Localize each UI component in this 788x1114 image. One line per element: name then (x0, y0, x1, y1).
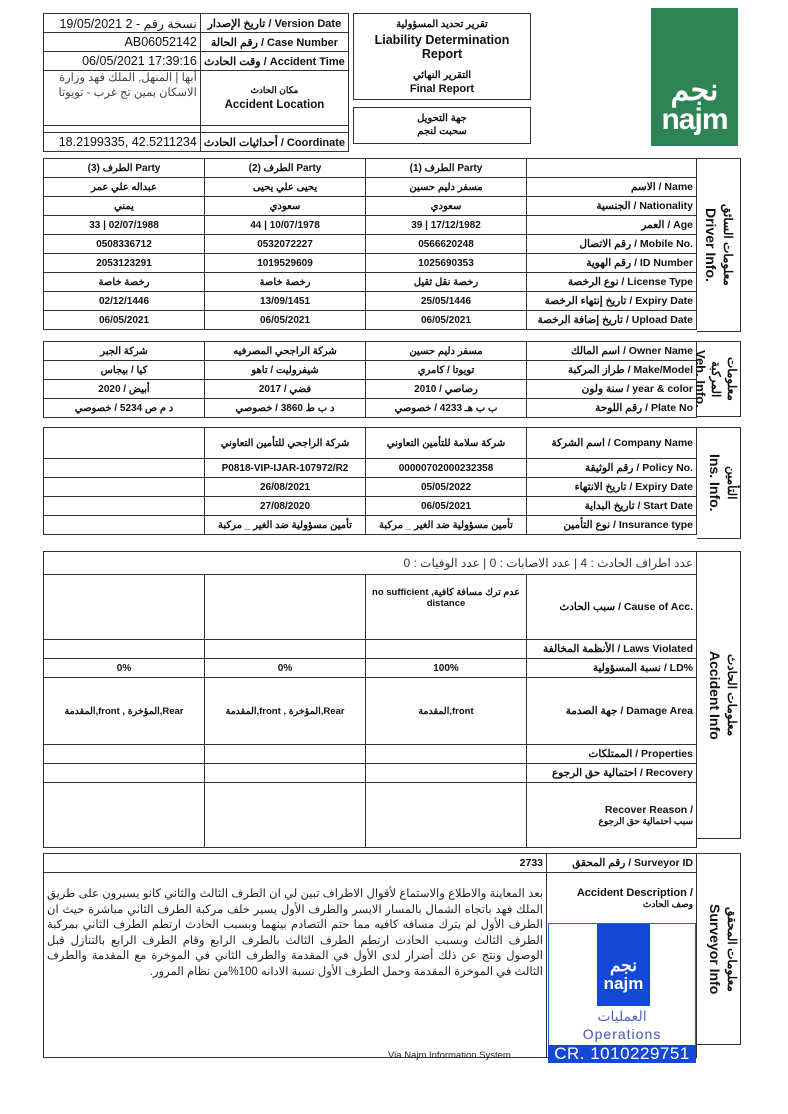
accident-row (44, 640, 697, 659)
party-1-value: 06/05/2021 (366, 311, 527, 330)
party-1-value: مسفر دليم حسين (366, 178, 527, 197)
party-1-header: الطرف (1) Party (366, 159, 527, 178)
accident-side-ar: معلومات الحادث (725, 653, 739, 737)
party-2-value (205, 783, 366, 848)
vehicle-row (44, 380, 697, 399)
report-final-ar: التقرير النهائي (412, 70, 472, 81)
party-2-value: 27/08/2020 (205, 497, 366, 516)
party-3-value: شركة الجبر (44, 342, 205, 361)
row-label: الممتلكات / Properties (527, 745, 697, 764)
accident-row (44, 764, 697, 783)
version-date-value: 19/05/2021 نسخة رقم - 2 (44, 14, 201, 33)
party-2-value: د ب ط 3860 / خصوصي (205, 399, 366, 418)
transfer-label: جهة التحويل (417, 113, 467, 124)
insurance-row (44, 428, 697, 459)
party-2-value: 13/09/1451 (205, 292, 366, 311)
party-1-value: سعودي (366, 197, 527, 216)
report-title-en: Liability Determination Report (374, 33, 510, 61)
party-1-value (366, 783, 527, 848)
stamp-operations-en: Operations (582, 1026, 662, 1042)
accident-rows (44, 575, 697, 848)
party-3-value: رخصة خاصة (44, 273, 205, 292)
party-1-value: 39 | 17/12/1982 (366, 216, 527, 235)
surveyor-id-value: 2733 (44, 854, 547, 873)
driver-info-side-label (697, 158, 741, 332)
party-1-value: 00000702000232358 (366, 459, 527, 478)
party-3-value: المقدمة,front , المؤخرة,Rear (44, 678, 205, 745)
party-3-value: 06/05/2021 (44, 311, 205, 330)
row-label: رقم الاتصال / Mobile No. (527, 235, 697, 254)
surveyor-side-ar: معلومات المحقق (725, 906, 739, 992)
surveyor-id-label: رقم المحقق / Surveyor ID (547, 854, 697, 873)
row-label: رقم الهوية / ID Number (527, 254, 697, 273)
row-label: سبب الحادث / Cause of Acc. (527, 575, 697, 640)
accident-time-label: وقت الحادث / Accident Time (200, 52, 348, 71)
party-3-value: د م ص 5234 / خصوصي (44, 399, 205, 418)
row-label: طراز المركبة / Make/Model (527, 361, 697, 380)
row-label: رقم الوثيقة / Policy No. (527, 459, 697, 478)
accident-side-en: Accident Info (707, 650, 723, 740)
accident-location-label (200, 71, 348, 126)
party-1-value: شركة سلامة للتأمين التعاوني (366, 428, 527, 459)
party-2-value: 06/05/2021 (205, 311, 366, 330)
party-1-value: عدم ترك مسافة كافية, no sufficient distance (366, 575, 527, 640)
party-1-value (366, 745, 527, 764)
vehicle-row (44, 399, 697, 418)
party-1-value: رصاصي / 2010 (366, 380, 527, 399)
party-1-value: مسفر دليم حسين (366, 342, 527, 361)
stamp-logo-ar: نجم (609, 956, 638, 975)
row-label-en: Recover Reason / (604, 803, 693, 816)
party-2-header: الطرف (2) Party (205, 159, 366, 178)
accident-row (44, 745, 697, 764)
vehicle-row (44, 342, 697, 361)
party-1-value: تأمين مسؤولية ضد الغير _ مركبة (366, 516, 527, 535)
party-3-value (44, 575, 205, 640)
party-3-value (44, 640, 205, 659)
insurance-row (44, 478, 697, 497)
row-label (527, 783, 697, 848)
accident-summary: عدد اطراف الحادث : 4 | عدد الاصابات : 0 | عدد الوفيات : 0 (44, 552, 697, 575)
party-3-header: الطرف (3) Party (44, 159, 205, 178)
driver-info-table (43, 158, 697, 330)
party-1-value: 25/05/1446 (366, 292, 527, 311)
row-label: نوع التأمين / Insurance type (527, 516, 697, 535)
driver-rows (44, 178, 697, 330)
row-label: الأنظمة المخالفة / Laws Violated (527, 640, 697, 659)
accident-location-value: أبها | المنهل, الملك فهد وزارة الاسكان يمين تج غرب - تويوتا (44, 71, 201, 126)
insurance-rows (44, 428, 697, 535)
accident-description-label-en: Accident Description / (576, 887, 693, 899)
party-2-value (205, 575, 366, 640)
driver-side-ar: معلومات السائق (721, 204, 735, 286)
header-row-location (44, 71, 349, 126)
party-2-value: P0818-VIP-IJAR-107972/R2 (205, 459, 366, 478)
driver-row (44, 197, 697, 216)
party-3-value: 33 | 02/07/1988 (44, 216, 205, 235)
accident-info-table (43, 551, 697, 848)
vehicle-info-side-label (693, 341, 741, 417)
stamp-logo-en: najm (603, 974, 644, 993)
accident-description-label-ar: وصف الحادث (642, 899, 693, 909)
row-label-ar: سبب احتمالية حق الرجوع (598, 815, 693, 826)
report-final-en: Final Report (409, 83, 475, 95)
party-3-value: عبداله علي عمر (44, 178, 205, 197)
surveyor-info-side-label (697, 853, 741, 1045)
row-label: رقم اللوحة / Plate No (527, 399, 697, 418)
party-3-value (44, 478, 205, 497)
accident-row (44, 659, 697, 678)
case-number-value: AB06052142 (44, 33, 201, 52)
party-3-value: 2053123291 (44, 254, 205, 273)
party-1-value (366, 640, 527, 659)
party-1-value: رخصة نقل ثقيل (366, 273, 527, 292)
driver-party-header-row (44, 159, 697, 178)
party-2-value: سعودي (205, 197, 366, 216)
driver-side-en: Driver Info. (703, 208, 719, 282)
party-3-value (44, 459, 205, 478)
header-row-case (44, 33, 349, 52)
accident-info-side-label (697, 551, 741, 839)
accident-location-label-en: Accident Location (224, 99, 325, 111)
party-1-value: 0566620248 (366, 235, 527, 254)
case-number-label: رقم الحالة / Case Number (200, 33, 348, 52)
party-3-value (44, 745, 205, 764)
row-label: تاريخ البداية / Start Date (527, 497, 697, 516)
party-3-value (44, 764, 205, 783)
operations-stamp (548, 923, 696, 1046)
party-2-value: 1019529609 (205, 254, 366, 273)
row-label: جهة الصدمة / Damage Area (527, 678, 697, 745)
footer-text: Via Najm Information System. (388, 1050, 514, 1061)
driver-row (44, 311, 697, 330)
vehicle-row (44, 361, 697, 380)
header-row-time (44, 52, 349, 71)
vehicle-info-table (43, 341, 697, 418)
party-2-value: شركة الراجحي المصرفيه (205, 342, 366, 361)
row-label: احتمالية حق الرجوع / Recovery (527, 764, 697, 783)
party-1-value: تويوتا / كامري (366, 361, 527, 380)
accident-location-label-ar: مكان الحادث (250, 85, 299, 95)
party-1-value: 05/05/2022 (366, 478, 527, 497)
vehicle-rows (44, 342, 697, 418)
party-3-value: 0508336712 (44, 235, 205, 254)
header-row-spacer (44, 126, 349, 133)
party-3-value: أبيض / 2020 (44, 380, 205, 399)
driver-row (44, 178, 697, 197)
party-2-value: فضي / 2017 (205, 380, 366, 399)
row-label: تاريخ إنتهاء الرخصة / Expiry Date (527, 292, 697, 311)
accident-description-text: بعد المعاينة والاطلاع والاستماع لأقوال الاطراف تبين لي ان الطرف الثالث والثاني كانو يسيرون على طريق الملك فهد باتجاه الشمال بالمسار الايسر والطرف الأول يسير خلف مركبة الطرف الثاني مباشرة حيث ان الطرف الأول لم يترك مسافه كافيه مما حتم التصادم بينهما وبسبب الحادث ارتطم الطرف الثاني بمركبة الطرف الثالث وبسبب الحادث ارتطم الطرف الثالث بالطرف الرابع وقام الطرف الرابع بالتنازل قبل الوصول ونتج عن ذلك أضرار لدى الأول في المقدمة والطرف الثاني في الموخرة مع المقدمة والطرف الثالث في الموخرة المقدمة وحمل الطرف الأول نسبة الادانه 100%من نظام المرور. (44, 873, 547, 1058)
insurance-info-table (43, 427, 697, 535)
header-info-table (43, 13, 349, 152)
coordinate-value: 18.2199335, 42.5211234 (44, 133, 201, 152)
header-row-version (44, 14, 349, 33)
party-2-value: 0% (205, 659, 366, 678)
party-3-value (44, 497, 205, 516)
party-1-value (366, 764, 527, 783)
row-label: تاريخ الانتهاء / Expiry Date (527, 478, 697, 497)
row-label: سنة ولون / year & color (527, 380, 697, 399)
party-2-value (205, 640, 366, 659)
row-label: نوع الرخصة / License Type (527, 273, 697, 292)
party-3-value (44, 783, 205, 848)
party-3-value (44, 428, 205, 459)
party-1-value: 1025690353 (366, 254, 527, 273)
party-2-value: 44 | 10/07/1978 (205, 216, 366, 235)
row-label: اسم الشركة / Company Name (527, 428, 697, 459)
driver-row (44, 254, 697, 273)
party-1-value: 100% (366, 659, 527, 678)
row-label: نسبة المسؤولية / LD% (527, 659, 697, 678)
empty-label-cell (527, 159, 697, 178)
accident-summary-row (44, 552, 697, 575)
vehicle-side-ar: معلومات المركبة (709, 357, 739, 401)
coordinate-label: أحداثيات الحادث / Coordinate (200, 133, 348, 152)
party-1-value: 06/05/2021 (366, 497, 527, 516)
driver-row (44, 292, 697, 311)
party-2-value: 0532072227 (205, 235, 366, 254)
party-2-value (205, 745, 366, 764)
surveyor-id-row (44, 854, 697, 873)
insurance-row (44, 516, 697, 535)
najm-logo (651, 8, 738, 146)
driver-row (44, 235, 697, 254)
insurance-info-side-label (697, 427, 741, 539)
spacer-cell (44, 126, 201, 133)
report-title-ar: تقرير تحديد المسؤولية (396, 19, 488, 30)
najm-logo-en: najm (661, 103, 728, 136)
party-3-value: كيا / بيجاس (44, 361, 205, 380)
najm-logo-ar: نجم (670, 74, 719, 107)
transfer-box (353, 107, 531, 144)
accident-row (44, 678, 697, 745)
accident-time-value: 06/05/2021 17:39:16 (44, 52, 201, 71)
version-date-label: تاريخ الإصدار / Version Date (200, 14, 348, 33)
party-2-value: تأمين مسؤولية ضد الغير _ مركبة (205, 516, 366, 535)
driver-row (44, 273, 697, 292)
party-2-value: شركة الراجحي للتأمين التعاوني (205, 428, 366, 459)
party-3-value: 0% (44, 659, 205, 678)
spacer-cell (200, 126, 348, 133)
party-3-value: 02/12/1446 (44, 292, 205, 311)
vehicle-side-en: Veh. Info. (693, 350, 708, 408)
insurance-side-en: Ins. Info. (707, 454, 723, 512)
party-2-value: شيفروليت / تاهو (205, 361, 366, 380)
party-2-value: رخصة خاصة (205, 273, 366, 292)
party-3-value: يمني (44, 197, 205, 216)
insurance-row (44, 497, 697, 516)
insurance-row (44, 459, 697, 478)
party-1-value: المقدمة,front (366, 678, 527, 745)
report-title-box (353, 13, 531, 100)
row-label: تاريخ إضافة الرخصة / Upload Date (527, 311, 697, 330)
party-1-value: ب ب هـ 4233 / خصوصي (366, 399, 527, 418)
party-2-value: يحيى علي يحيى (205, 178, 366, 197)
stamp-operations-ar: العمليات (597, 1008, 647, 1024)
accident-row (44, 783, 697, 848)
row-label: العمر / Age (527, 216, 697, 235)
stamp-najm-logo (597, 924, 650, 1006)
transfer-value: سحبت لنجم (417, 126, 467, 137)
insurance-side-ar: التأمين (725, 466, 739, 500)
party-2-value (205, 764, 366, 783)
stamp-cr-number: CR. 1010229751 (548, 1045, 696, 1063)
surveyor-side-en: Surveyor Info (707, 903, 723, 995)
party-2-value: 26/08/2021 (205, 478, 366, 497)
party-3-value (44, 516, 205, 535)
row-label: الجنسية / Nationality (527, 197, 697, 216)
driver-row (44, 216, 697, 235)
accident-row (44, 575, 697, 640)
row-label: الاسم / Name (527, 178, 697, 197)
row-label: اسم المالك / Owner Name (527, 342, 697, 361)
party-2-value: المقدمة,front , المؤخرة,Rear (205, 678, 366, 745)
header-row-coordinate (44, 133, 349, 152)
